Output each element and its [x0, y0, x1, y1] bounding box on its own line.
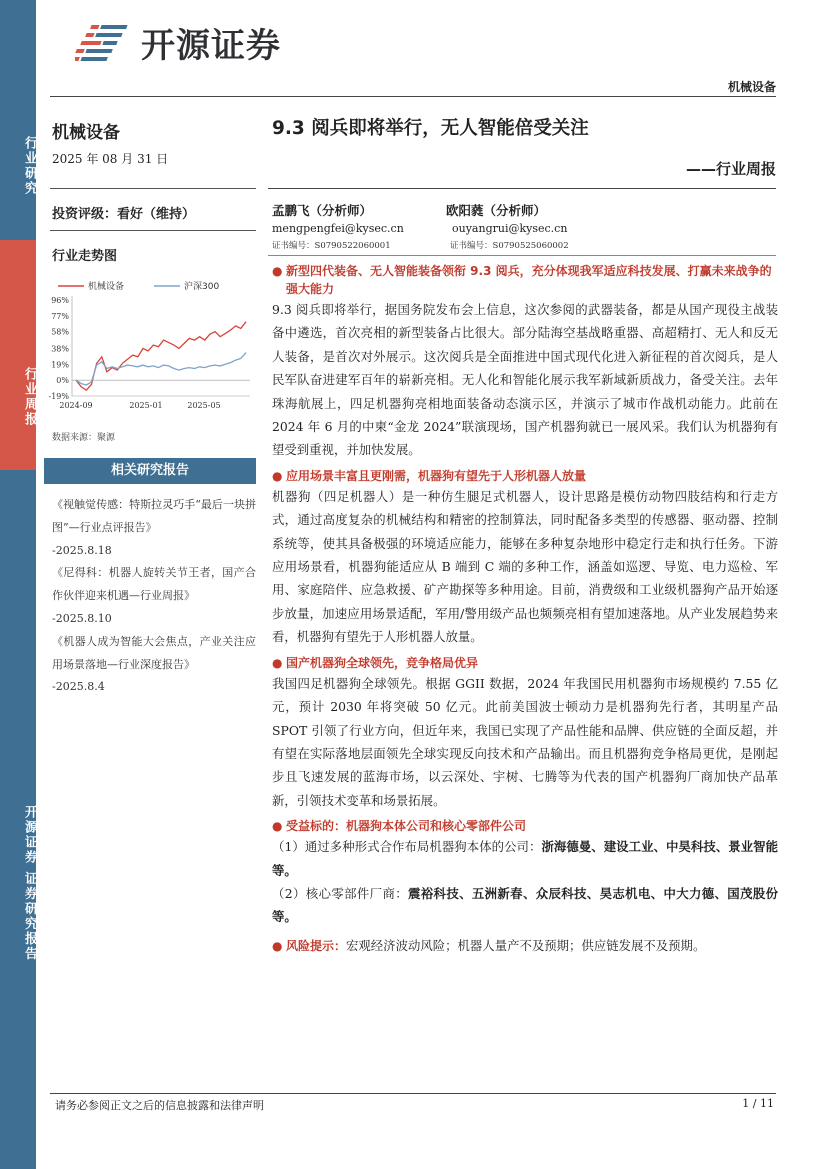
page-number: 1 / 11	[742, 1097, 774, 1110]
analyst-cert: 证书编号：S0790525060002	[450, 241, 569, 251]
related-reports-list	[52, 494, 256, 699]
section-heading: ● 应用场景丰富且更刚需，机器狗有望先于人形机器人放量	[272, 468, 587, 483]
header-industry-tag: 机械设备	[727, 80, 776, 94]
bullet-icon: ●	[272, 819, 283, 834]
legend-label: 沪深300	[184, 282, 220, 292]
x-tick-label: 2024-09	[59, 401, 93, 410]
band-weekly-report: 行业周报	[0, 240, 36, 470]
analyst-divider	[268, 255, 776, 256]
logo-icon	[75, 21, 133, 65]
related-report-date: -2025.8.18	[52, 543, 112, 557]
y-tick-label: 0%	[56, 376, 69, 386]
y-tick-label: 77%	[51, 311, 69, 321]
related-report-date: -2025.8.4	[52, 680, 105, 694]
kysec-logo	[75, 18, 281, 67]
related-report-link[interactable]: 《尼得科：机器人旋转关节王者，国产合作伙伴迎来机遇—行业周报》	[52, 566, 256, 603]
analyst-email[interactable]: ouyangrui@kysec.cn	[452, 222, 568, 235]
sidebar-divider	[50, 188, 256, 189]
chart-source: 数据来源：聚源	[52, 433, 116, 443]
sidebar-divider	[50, 230, 256, 231]
bullet-icon: ●	[272, 655, 283, 670]
trend-chart-svg	[44, 276, 258, 416]
section-heading: ● 新型四代装备、无人智能装备领衔 9.3 阅兵，充分体现我军适应科技发展、打赢未来战争的强大能力	[272, 264, 772, 296]
analyst-name: 孟鹏飞（分析师）	[272, 203, 373, 218]
x-tick-label: 2025-01	[129, 401, 163, 410]
logo-text: 开源证券	[141, 26, 281, 66]
y-tick-label: 19%	[51, 360, 69, 370]
investment-rating: 投资评级：看好（维持）	[52, 207, 196, 222]
trend-chart	[44, 276, 258, 416]
band-kysec-research: 开源证券 证券研究报告	[0, 470, 36, 1169]
beneficiary-item: （2）核心零部件厂商：震裕科技、五洲新春、众辰科技、昊志机电、中大力德、国茂股份等。	[272, 885, 779, 925]
footer-disclaimer: 请务必参阅正文之后的信息披露和法律声明	[55, 1099, 264, 1112]
x-tick-label: 2025-05	[187, 401, 221, 410]
footer-divider	[50, 1093, 776, 1094]
section-paragraph: 我国四足机器狗全球领先。根据 GGII 数据，2024 年我国民用机器狗市场规模约 7.55 亿元，预计 2030 年将突破 50 亿元。此前美国波士顿动力是机器狗先行者，其明星产品 SPOT 引领了行业方向，但近年来，我国已实现了产品性能和品牌、供应链的全面反超，并有望在实际落地层面领先全球实现反向技术和产品输出。而且机器狗竞争格局更优，是刚起步且飞速发展的蓝海市场，以云深处、宇树、七腾等为代表的国产机器狗厂商加快产品革新，引领技术变革和场景拓展。	[272, 675, 778, 808]
bullet-icon: ●	[272, 264, 283, 278]
legend-label: 机械设备	[88, 282, 125, 292]
report-title: 9.3 阅兵即将举行，无人智能倍受关注	[272, 118, 589, 139]
related-report-date: -2025.8.10	[52, 611, 112, 625]
y-tick-label: 96%	[51, 296, 69, 305]
sidebar-industry: 机械设备	[52, 123, 120, 143]
report-date: 2025 年 08 月 31 日	[52, 152, 169, 166]
band-industry-research: 行业研究	[0, 0, 36, 240]
beneficiary-item: （1）通过多种形式合作布局机器狗本体的公司：浙海德曼、建设工业、中昊科技、景业智能等。	[272, 839, 778, 878]
header-divider	[50, 96, 776, 97]
section-paragraph: 机器狗（四足机器人）是一种仿生腿足式机器人，设计思路是模仿动物四肢结构和行走方式，通过高度复杂的机械结构和精密的控制算法，同时配备多类型的传感器、驱动器、控制系统等，使其具备极强的环境适应能力，能够在多种复杂地形中稳定行走和执行任务。下游应用场景看，机器狗能适应从 B 端到 C 端的多种工作，涵盖如巡逻、导览、电力巡检、军用、家庭陪伴、应急救援、矿产勘探等多种用途。目前，消费级和工业级机器狗产品开始逐步放量，加速应用场景适配，军用/警用级产品也频频亮相有望加速落地。从产业发展趋势来看，机器狗有望先于人形机器人放量。	[272, 488, 778, 645]
analyst-email[interactable]: mengpengfei@kysec.cn	[272, 222, 404, 235]
trend-chart-title: 行业走势图	[52, 249, 118, 264]
analyst-name: 欧阳蕤（分析师）	[446, 203, 547, 218]
related-report-link[interactable]: 《机器人成为智能大会焦点，产业关注应用场景落地—行业深度报告》	[52, 634, 256, 671]
section-heading: ● 受益标的：机器狗本体公司和核心零部件公司	[272, 819, 527, 834]
report-body	[272, 262, 778, 957]
y-tick-label: -19%	[48, 392, 69, 401]
related-report-link[interactable]: 《视触觉传感：特斯拉灵巧手“最后一块拼图”—行业点评报告》	[52, 498, 256, 534]
section-paragraph: 9.3 阅兵即将举行，据国务院发布会上信息，这次参阅的武器装备，都是从国产现役主战装备中遴选，首次亮相的新型装备占比很大。部分陆海空基战略重器、高超精打、无人和反无人装备，是首次对外展示。这次阅兵是全面推进中国式现代化进入新征程的首次阅兵，是人民军队奋进建军百年的崭新亮相。无人化和智能化展示我军新域新质战力，备受关注。去年珠海航展上，四足机器狗亮相地面装备动态演示区，并演示了城市作战机动能力。此前在 2024 年 6 月的中柬“金龙 2024”联演现场，国产机器狗就已一展风采。我们认为机器狗有望受到重视，并加快发展。	[272, 302, 778, 458]
section-heading: ● 国产机器狗全球领先，竞争格局优异	[272, 655, 479, 670]
related-reports-header: 相关研究报告	[44, 458, 256, 484]
report-type: ——行业周报	[685, 160, 776, 178]
bullet-icon: ●	[272, 938, 283, 953]
analyst-cert: 证书编号：S0790522060001	[272, 241, 391, 251]
risk-warning: ● 风险提示：宏观经济波动风险；机器人量产不及预期；供应链发展不及预期。	[272, 937, 706, 953]
title-divider	[268, 188, 776, 189]
y-tick-label: 58%	[51, 327, 69, 337]
y-tick-label: 38%	[51, 344, 69, 354]
bullet-icon: ●	[272, 468, 283, 483]
